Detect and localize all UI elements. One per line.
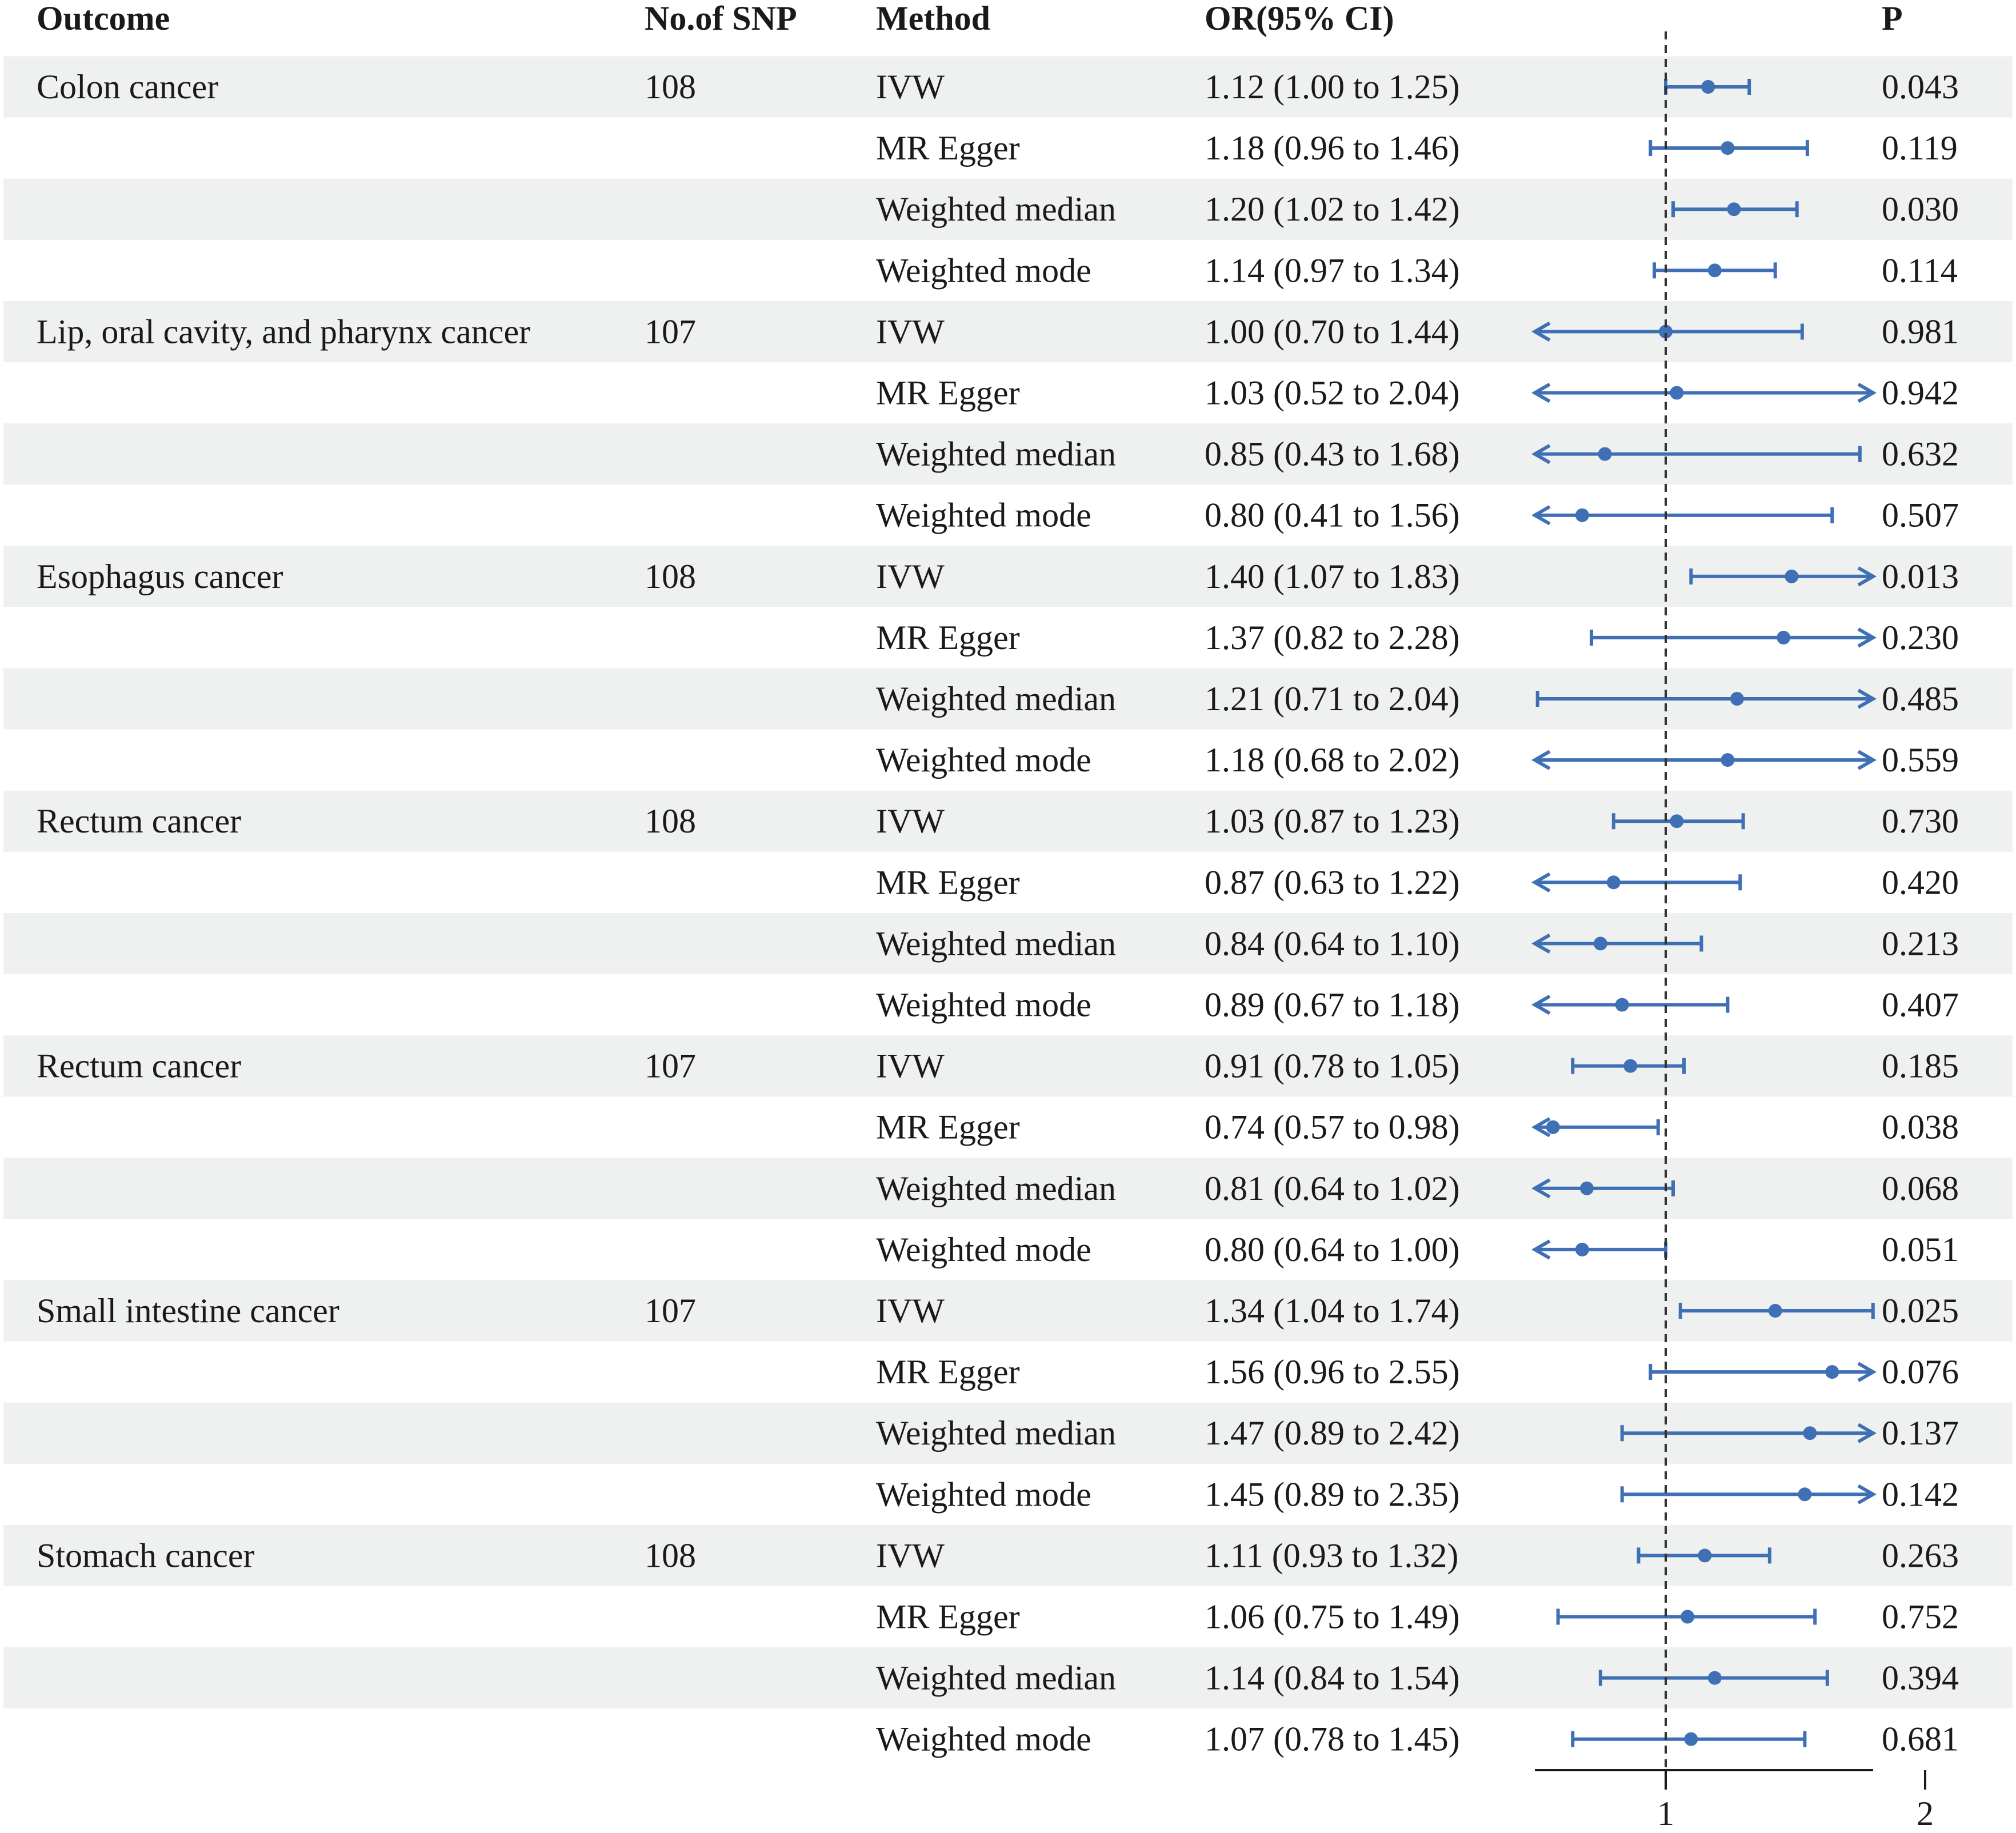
method-label: Weighted median: [876, 1414, 1117, 1452]
or-ci-text: 1.00 (0.70 to 1.44): [1205, 313, 1460, 351]
forest-marks: [1535, 31, 1873, 1768]
snp-count: 108: [645, 1536, 696, 1575]
or-ci-text: 1.47 (0.89 to 2.42): [1205, 1414, 1460, 1452]
header-nsnp: No.of SNP: [645, 0, 797, 37]
snp-count: 107: [645, 1292, 696, 1330]
p-value: 0.485: [1882, 680, 1959, 718]
point-estimate: [1785, 570, 1798, 583]
outcome-label: Stomach cancer: [37, 1536, 255, 1575]
or-ci-text: 1.34 (1.04 to 1.74): [1205, 1292, 1460, 1330]
or-ci-text: 1.40 (1.07 to 1.83): [1205, 557, 1460, 595]
snp-count: 108: [645, 802, 696, 841]
x-axis: [1535, 1770, 1934, 1832]
p-value: 0.394: [1882, 1659, 1959, 1697]
point-estimate: [1681, 1610, 1694, 1624]
or-ci-text: 0.81 (0.64 to 1.02): [1205, 1169, 1460, 1207]
p-value: 0.025: [1882, 1292, 1959, 1330]
method-label: IVW: [876, 68, 945, 106]
p-value: 0.038: [1882, 1108, 1959, 1146]
p-value: 0.730: [1882, 802, 1959, 841]
point-estimate: [1698, 1548, 1711, 1562]
p-value: 0.632: [1882, 435, 1959, 473]
p-value: 0.230: [1882, 618, 1959, 657]
p-value: 0.507: [1882, 496, 1959, 534]
p-value: 0.263: [1882, 1536, 1959, 1575]
point-estimate: [1803, 1426, 1817, 1440]
outcome-label: Small intestine cancer: [37, 1292, 339, 1330]
method-label: Weighted median: [876, 680, 1117, 718]
or-ci-text: 1.03 (0.87 to 1.23): [1205, 802, 1460, 841]
point-estimate: [1769, 1304, 1782, 1318]
or-ci-text: 0.89 (0.67 to 1.18): [1205, 986, 1460, 1024]
point-estimate: [1575, 509, 1589, 522]
p-value: 0.051: [1882, 1230, 1959, 1268]
point-estimate: [1598, 447, 1612, 461]
or-ci-text: 1.18 (0.68 to 2.02): [1205, 741, 1460, 779]
header-outcome: Outcome: [37, 0, 170, 37]
outcome-label: Lip, oral cavity, and pharynx cancer: [37, 313, 531, 351]
point-estimate: [1594, 936, 1607, 950]
method-label: Weighted median: [876, 1169, 1117, 1207]
method-label: MR Egger: [876, 1598, 1020, 1636]
or-ci-text: 0.87 (0.63 to 1.22): [1205, 863, 1460, 902]
x-tick-label: 1: [1657, 1795, 1674, 1832]
or-ci-text: 1.12 (1.00 to 1.25): [1205, 68, 1460, 106]
p-value: 0.559: [1882, 741, 1959, 779]
point-estimate: [1684, 1732, 1698, 1746]
method-label: MR Egger: [876, 618, 1020, 657]
point-estimate: [1825, 1365, 1839, 1379]
method-label: IVW: [876, 313, 945, 351]
point-estimate: [1670, 386, 1683, 400]
p-value: 0.043: [1882, 68, 1959, 106]
point-estimate: [1777, 631, 1790, 645]
p-value: 0.942: [1882, 374, 1959, 412]
p-value: 0.013: [1882, 557, 1959, 595]
point-estimate: [1607, 875, 1621, 889]
or-ci-text: 1.07 (0.78 to 1.45): [1205, 1720, 1460, 1758]
method-label: Weighted median: [876, 190, 1117, 229]
p-value: 0.213: [1882, 924, 1959, 963]
or-ci-text: 0.74 (0.57 to 0.98): [1205, 1108, 1460, 1146]
p-value: 0.681: [1882, 1720, 1959, 1758]
method-label: IVW: [876, 1536, 945, 1575]
header-or: OR(95% CI): [1205, 0, 1394, 37]
method-label: Weighted mode: [876, 496, 1091, 534]
outcome-label: Rectum cancer: [37, 802, 242, 841]
method-label: Weighted median: [876, 435, 1117, 473]
method-label: Weighted mode: [876, 986, 1091, 1024]
point-estimate: [1708, 1671, 1722, 1685]
or-ci-text: 1.11 (0.93 to 1.32): [1205, 1536, 1459, 1575]
or-ci-text: 0.80 (0.41 to 1.56): [1205, 496, 1460, 534]
p-value: 0.420: [1882, 863, 1959, 902]
or-ci-text: 1.21 (0.71 to 2.04): [1205, 680, 1460, 718]
snp-count: 107: [645, 1047, 696, 1085]
p-value: 0.981: [1882, 313, 1959, 351]
point-estimate: [1670, 814, 1683, 828]
method-label: Weighted mode: [876, 1720, 1091, 1758]
method-label: IVW: [876, 802, 945, 841]
or-ci-text: 1.20 (1.02 to 1.42): [1205, 190, 1460, 229]
point-estimate: [1730, 692, 1744, 706]
method-label: Weighted mode: [876, 1475, 1091, 1514]
or-ci-text: 0.84 (0.64 to 1.10): [1205, 924, 1460, 963]
outcome-label: Rectum cancer: [37, 1047, 242, 1085]
method-label: Weighted mode: [876, 1230, 1091, 1268]
p-value: 0.114: [1882, 251, 1958, 290]
header-method: Method: [876, 0, 990, 37]
p-value: 0.752: [1882, 1598, 1959, 1636]
point-estimate: [1727, 202, 1741, 216]
p-value: 0.076: [1882, 1353, 1959, 1391]
point-estimate: [1721, 753, 1734, 767]
row-stripe: [3, 1035, 2013, 1096]
or-ci-text: 1.45 (0.89 to 2.35): [1205, 1475, 1460, 1514]
or-ci-text: 1.56 (0.96 to 2.55): [1205, 1353, 1460, 1391]
or-ci-text: 1.37 (0.82 to 2.28): [1205, 618, 1460, 657]
method-label: MR Egger: [876, 1353, 1020, 1391]
or-ci-text: 0.85 (0.43 to 1.68): [1205, 435, 1460, 473]
or-ci-text: 1.06 (0.75 to 1.49): [1205, 1598, 1460, 1636]
point-estimate: [1701, 80, 1715, 94]
p-value: 0.137: [1882, 1414, 1959, 1452]
method-label: Weighted mode: [876, 741, 1091, 779]
method-label: IVW: [876, 557, 945, 595]
p-value: 0.119: [1882, 129, 1958, 167]
x-tick-label: 2: [1917, 1795, 1934, 1832]
point-estimate: [1623, 1059, 1637, 1073]
or-ci-text: 1.18 (0.96 to 1.46): [1205, 129, 1460, 167]
snp-count: 108: [645, 557, 696, 595]
or-ci-text: 1.14 (0.84 to 1.54): [1205, 1659, 1460, 1697]
method-label: MR Egger: [876, 129, 1020, 167]
method-label: IVW: [876, 1047, 945, 1085]
header-p: P: [1882, 0, 1903, 37]
outcome-label: Colon cancer: [37, 68, 219, 106]
p-value: 0.142: [1882, 1475, 1959, 1514]
p-value: 0.407: [1882, 986, 1959, 1024]
or-ci-text: 1.03 (0.52 to 2.04): [1205, 374, 1460, 412]
or-ci-text: 1.14 (0.97 to 1.34): [1205, 251, 1460, 290]
method-label: Weighted median: [876, 1659, 1117, 1697]
snp-count: 108: [645, 68, 696, 106]
point-estimate: [1546, 1120, 1560, 1134]
method-label: Weighted median: [876, 924, 1117, 963]
point-estimate: [1615, 998, 1629, 1012]
outcome-label: Esophagus cancer: [37, 557, 283, 595]
p-value: 0.030: [1882, 190, 1959, 229]
p-value: 0.068: [1882, 1169, 1959, 1207]
method-label: MR Egger: [876, 1108, 1020, 1146]
point-estimate: [1721, 141, 1734, 155]
point-estimate: [1708, 263, 1722, 277]
or-ci-text: 0.80 (0.64 to 1.00): [1205, 1230, 1460, 1268]
method-label: MR Egger: [876, 374, 1020, 412]
column-headers: [37, 0, 1903, 37]
or-ci-text: 0.91 (0.78 to 1.05): [1205, 1047, 1460, 1085]
point-estimate: [1798, 1487, 1811, 1501]
point-estimate: [1575, 1243, 1589, 1256]
snp-count: 107: [645, 313, 696, 351]
method-label: IVW: [876, 1292, 945, 1330]
method-label: Weighted mode: [876, 251, 1091, 290]
point-estimate: [1580, 1182, 1594, 1195]
p-value: 0.185: [1882, 1047, 1959, 1085]
method-label: MR Egger: [876, 863, 1020, 902]
